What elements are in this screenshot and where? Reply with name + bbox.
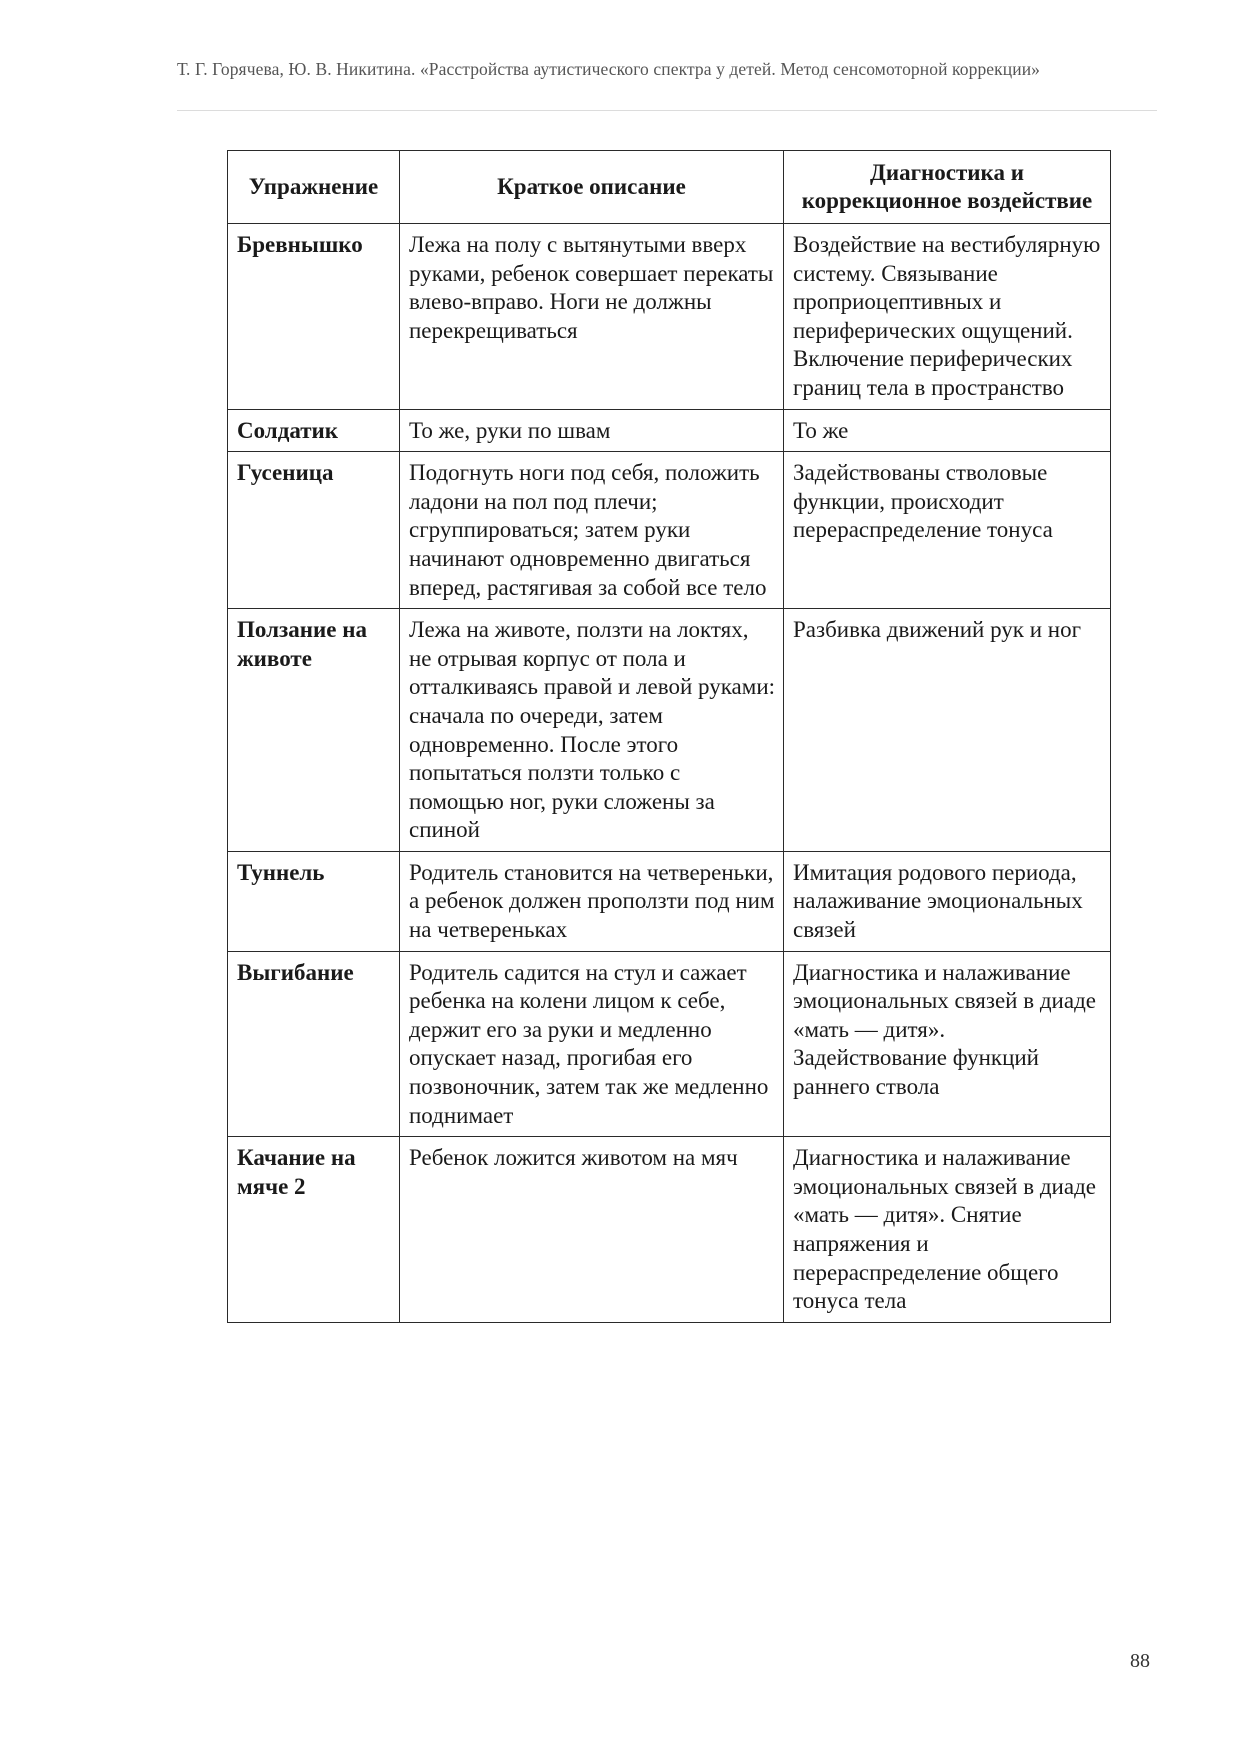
exercise-diagnostics: Разбивка движений рук и ног [784,609,1111,852]
exercise-diagnostics: Задействованы стволовые функции, происходит перераспределение тонуса [784,452,1111,609]
table-header-row [228,151,1111,224]
exercise-description: Родитель становится на четвереньки, а ребенок должен проползти под ним на четвереньках [400,851,784,951]
table-row [228,452,1111,609]
exercise-description: Лежа на полу с вытянутыми вверх руками, ребенок совершает перекаты влево-вправо. Ноги не должны перекрещиваться [400,224,784,410]
exercise-name: Качание на мяче 2 [228,1137,400,1323]
table-row [228,609,1111,852]
header-divider [177,110,1157,111]
table-row [228,1137,1111,1323]
exercise-description: Подогнуть ноги под себя, положить ладони на пол под плечи; сгруппироваться; затем руки начинают одновременно двигаться вперед, растягивая за собой все тело [400,452,784,609]
exercise-diagnostics: Имитация родового периода, налаживание эмоциональных связей [784,851,1111,951]
exercise-diagnostics: Диагностика и налаживание эмоциональных связей в диаде «мать — дитя». Снятие напряжения и перераспределение общего тонуса тела [784,1137,1111,1323]
header-diagnostics: Диагностика и коррекционное воздействие [784,151,1111,224]
exercise-diagnostics: Воздействие на вестибулярную систему. Связывание проприоцептивных и периферических ощущений. Включение периферических границ тела в пространство [784,224,1111,410]
table-row [228,951,1111,1137]
table-row [228,851,1111,951]
table-row [228,409,1111,452]
exercise-description: Лежа на животе, ползти на локтях, не отрывая корпус от пола и отталкиваясь правой и левой руками: сначала по очереди, затем одновременно. После этого попытаться ползти только с помощью ног, руки сложены за спиной [400,609,784,852]
exercise-description: То же, руки по швам [400,409,784,452]
header-exercise: Упражнение [228,151,400,224]
table-row [228,224,1111,410]
exercise-name: Бревнышко [228,224,400,410]
exercise-description: Ребенок ложится животом на мяч [400,1137,784,1323]
exercise-name: Туннель [228,851,400,951]
running-header: Т. Г. Горячева, Ю. В. Никитина. «Расстройства аутистического спектра у детей. Метод сенсомоторной коррекции» [177,59,1041,79]
exercise-name: Гусеница [228,452,400,609]
exercise-diagnostics: То же [784,409,1111,452]
page-number: 88 [1130,1650,1150,1672]
exercise-name: Выгибание [228,951,400,1137]
exercise-description: Родитель садится на стул и сажает ребенка на колени лицом к себе, держит его за руки и медленно опускает назад, прогибая его позвоночник, затем так же медленно поднимает [400,951,784,1137]
exercise-table [227,150,1111,1323]
exercise-name: Ползание на животе [228,609,400,852]
exercise-diagnostics: Диагностика и налаживание эмоциональных связей в диаде «мать — дитя». Задействование функций раннего ствола [784,951,1111,1137]
exercise-name: Солдатик [228,409,400,452]
header-description: Краткое описание [400,151,784,224]
